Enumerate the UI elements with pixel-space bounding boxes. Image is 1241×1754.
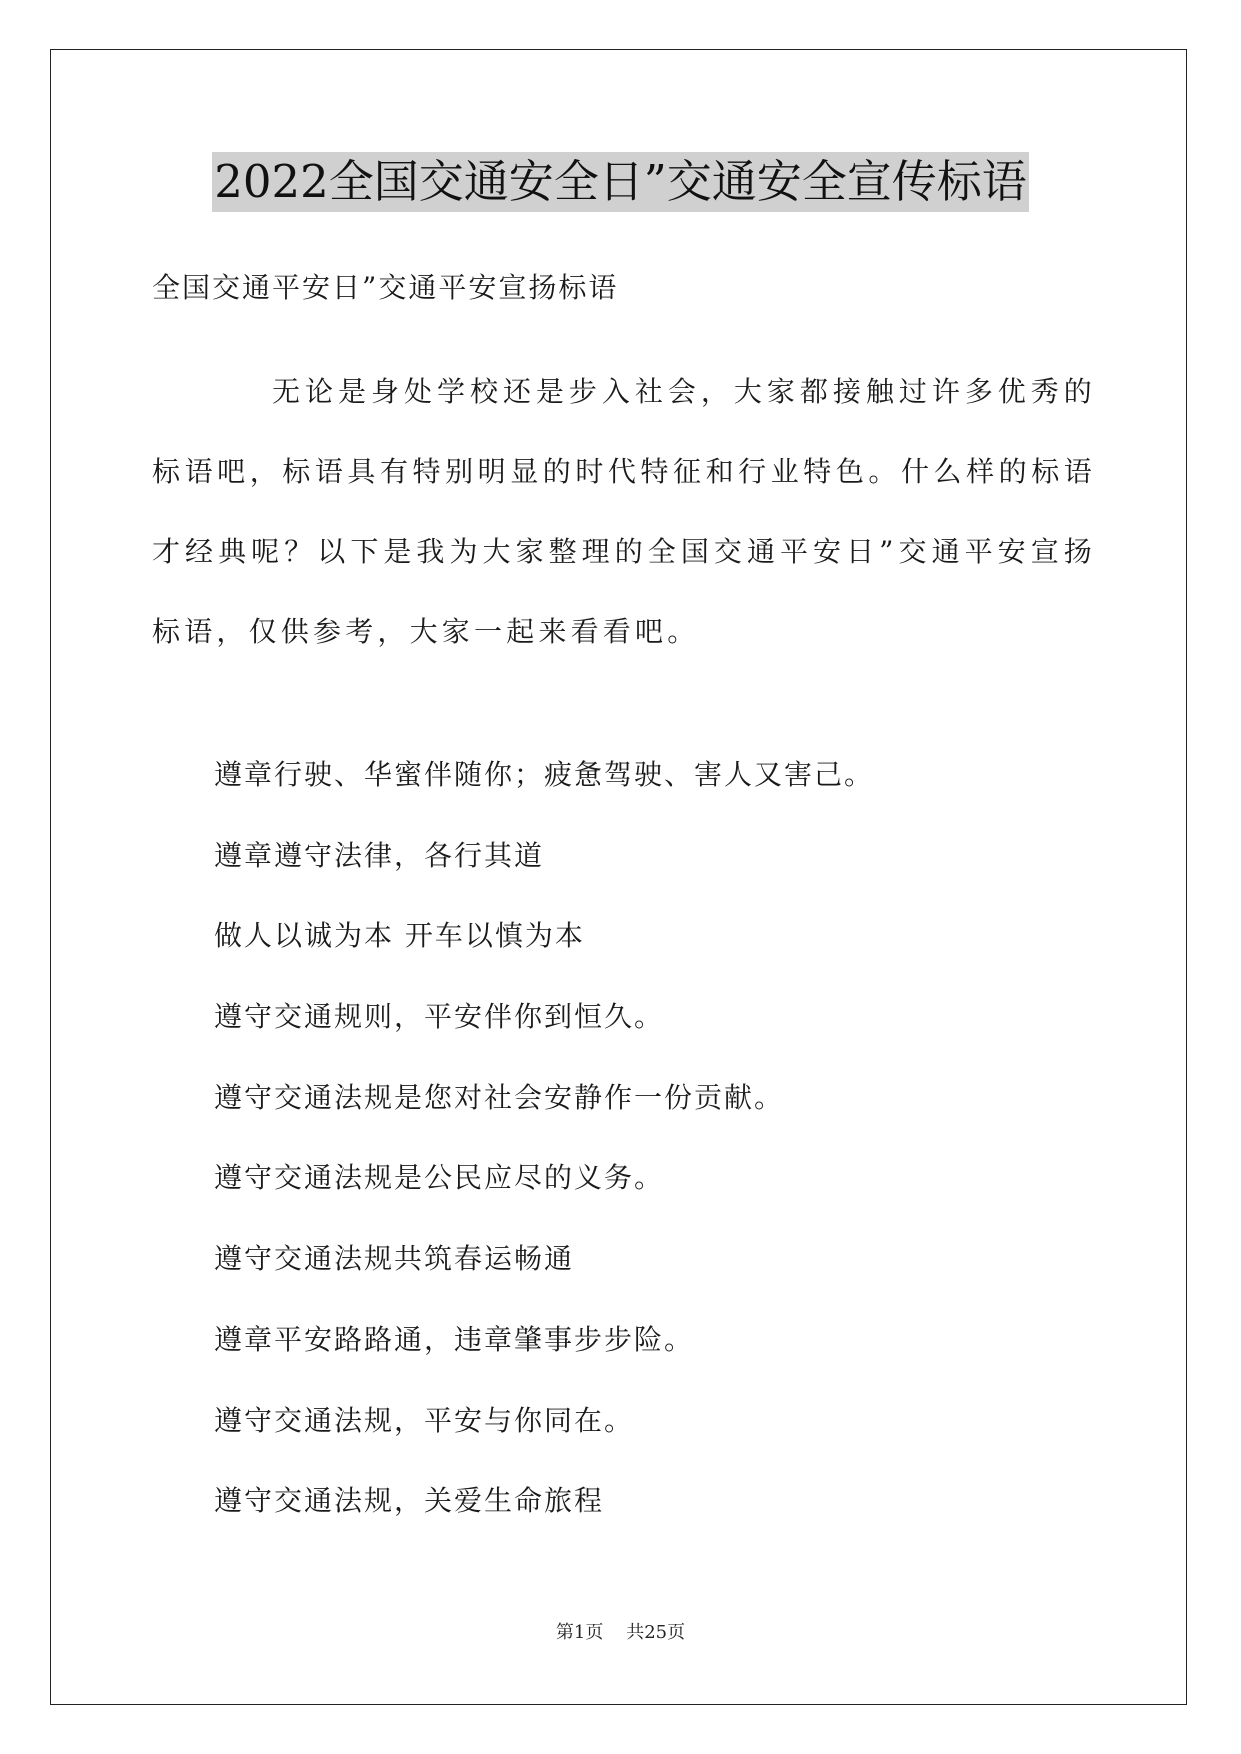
slogan-item: 遵章遵守法律，各行其道 xyxy=(214,838,545,872)
page-footer xyxy=(0,1620,1241,1646)
slogan-item: 遵守交通规则，平安伴你到恒久。 xyxy=(214,1000,665,1034)
slogan-item: 遵守交通法规是您对社会安静作一份贡献。 xyxy=(214,1080,785,1114)
slogan-item: 遵守交通法规是公民应尽的义务。 xyxy=(214,1161,665,1195)
slogan-item: 做人以诚为本 开车以慎为本 xyxy=(214,919,585,953)
slogan-item: 遵守交通法规共筑春运畅通 xyxy=(214,1242,575,1276)
slogan-item: 遵守交通法规，平安与你同在。 xyxy=(214,1403,635,1437)
document-title: 2022全国交通安全日”交通安全宣传标语 xyxy=(212,152,1029,212)
page-number: 第1页 xyxy=(555,1622,604,1643)
intro-paragraph: 无论是身处学校还是步入社会，大家都接触过许多优秀的标语吧，标语具有特别明显的时代特征和行业特色。什么样的标语才经典呢？以下是我为大家整理的全国交通平安日”交通平安宣扬标语，仅供参考，大家一起来看看吧。 xyxy=(152,375,1096,648)
slogan-list xyxy=(214,755,874,1562)
title-container xyxy=(0,152,1241,212)
slogan-item: 遵章平安路路通，违章肇事步步险。 xyxy=(214,1322,695,1356)
slogan-item: 遵守交通法规，关爱生命旅程 xyxy=(214,1484,605,1518)
slogan-item: 遵章行驶、华蜜伴随你；疲惫驾驶、害人又害己。 xyxy=(214,758,875,791)
page-total: 共25页 xyxy=(626,1622,686,1643)
document-subtitle: 全国交通平安日”交通平安宣扬标语 xyxy=(152,271,619,304)
